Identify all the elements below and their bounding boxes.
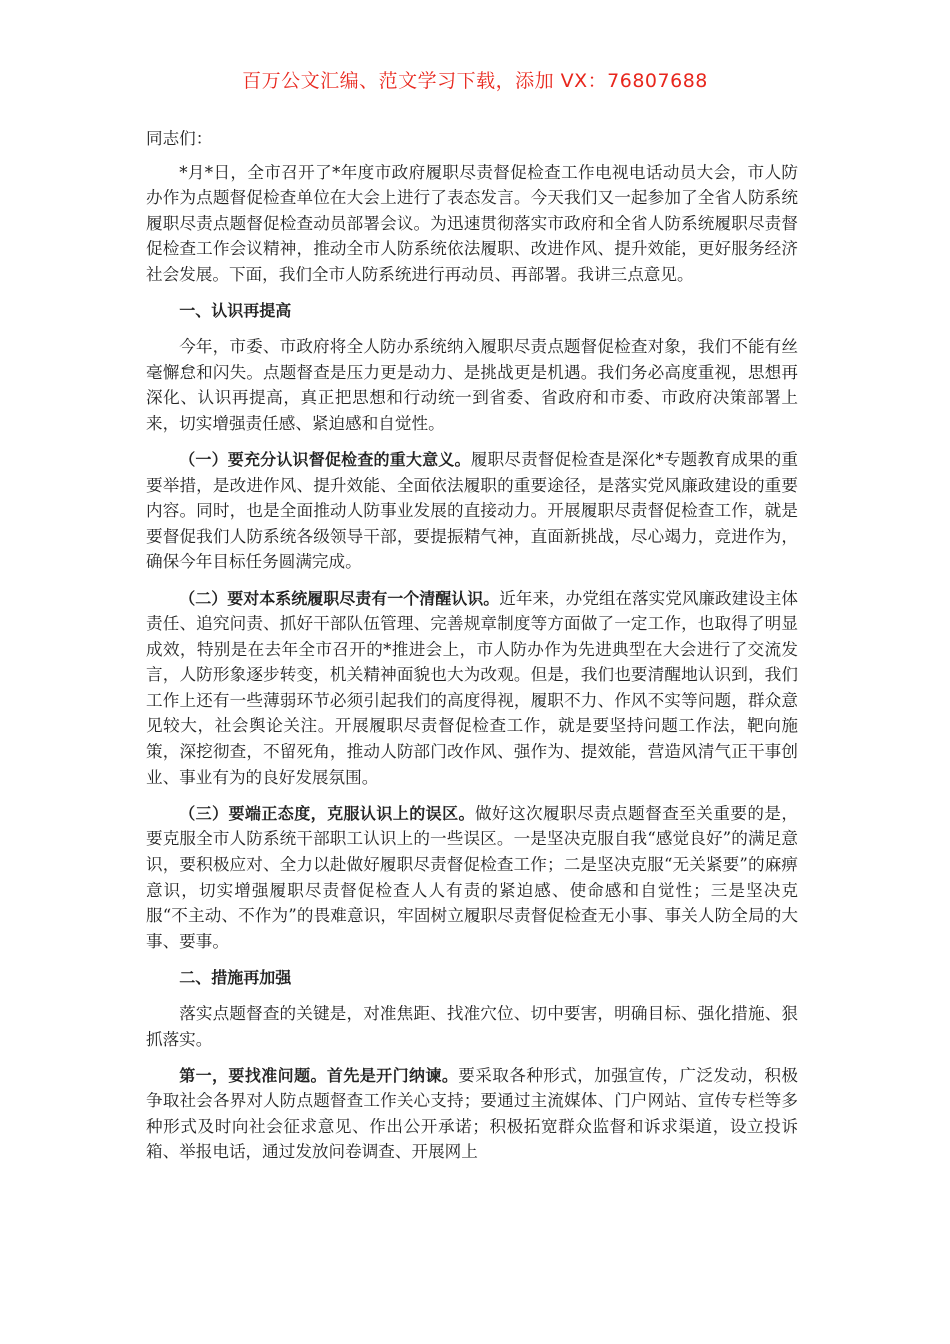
item-body: 做好这次履职尽责点题督查至关重要的是，要克服全市人防系统干部职工认识上的一些误区。一是坚决克服自我“感觉良好”的满足意识，要积极应对、全力以赴做好履职尽责督促检查工作；二是坚决克服“无关紧要”的麻痹意识，切实增强履职尽责督促检查人人有责的紧迫感、使命感和自觉性；三是坚决克服“不主动、不作为”的畏难意识，牢固树立履职尽责督促检查无小事、事关人防全局的大事、要事。	[146, 803, 798, 951]
intro-paragraph: *月*日，全市召开了*年度市政府履职尽责督促检查工作电视电话动员大会，市人防办作为点题督促检查单位在大会上进行了表态发言。今天我们又一起参加了全省人防系统履职尽责点题督促检查动员部署会议。为迅速贯彻落实市政府和全省人防系统履职尽责督促检查工作会议精神，推动全市人防系统依法履职、改进作风、提升效能，更好服务经济社会发展。下面，我们全市人防系统进行再动员、再部署。我讲三点意见。	[146, 162, 798, 284]
item-body: 要采取各种形式，加强宣传，广泛发动，积极争取社会各界对人防点题督查工作关心支持；要通过主流媒体、门户网站、宣传专栏等多种形式及时向社会征求意见、作出公开承诺；积极拓宽群众监督和诉求渠道，设立投诉箱、举报电话，通过发放问卷调查、开展网上	[146, 1065, 798, 1162]
salutation: 同志们：	[146, 129, 213, 148]
item-lead: 第一，要找准问题。首先是开门纳谏。	[179, 1065, 459, 1085]
document-body	[146, 126, 798, 1175]
section-heading	[146, 298, 798, 324]
item-body: 近年来，办党组在落实党风廉政建设主体责任、追究问责、抓好干部队伍管理、完善规章制度等方面做了一定工作，也取得了明显成效，特别是在去年全市召开的*推进会上，市人防办作为先进典型在大会进行了交流发言，人防形象逐步转变，机关精神面貌也大为改观。但是，我们也要清醒地认识到，我们工作上还有一些薄弱环节必须引起我们的高度得视，履职不力、作风不实等问题，群众意见较大，社会舆论关注。开展履职尽责督促检查工作，就是要坚持问题工作法，靶向施策，深挖彻查，不留死角，推动人防部门改作风、强作为、提效能，营造风清气正干事创业、事业有为的良好发展氛围。	[146, 588, 798, 787]
section-2-intro: 落实点题督查的关键是，对准焦距、找准穴位、切中要害，明确目标、强化措施、狠抓落实。	[146, 1003, 798, 1049]
section-1-item	[146, 447, 798, 575]
section-1-item	[146, 586, 798, 791]
section-2-heading: 二、措施再加强	[179, 967, 292, 987]
section-heading	[146, 965, 798, 991]
item-lead: （二）要对本系统履职尽责有一个清醒认识。	[179, 588, 500, 608]
item-body: 履职尽责督促检查是深化*专题教育成果的重要举措，是改进作风、提升效能、全面依法履职的重要途径，是落实党风廉政建设的重要内容。同时，也是全面推动人防事业发展的直接动力。开展履职尽责督促检查工作，就是要督促我们人防系统各级领导干部，要提振精气神，直面新挑战，尽心竭力，竞进作为，确保今年目标任务圆满完成。	[146, 450, 798, 572]
item-lead: （三）要端正态度，克服认识上的误区。	[179, 803, 475, 823]
item-lead: （一）要充分认识督促检查的重大意义。	[179, 450, 471, 470]
section-1-item	[146, 801, 798, 955]
section-1-heading: 一、认识再提高	[179, 301, 292, 321]
section-1-intro: 今年，市委、市政府将全人防办系统纳入履职尽责点题督促检查对象，我们不能有丝毫懈怠和闪失。点题督查是压力更是动力、是挑战更是机遇。我们务必高度重视，思想再深化、认识再提高，真正把思想和行动统一到省委、省政府和市委、市政府决策部署上来，切实增强责任感、紧迫感和自觉性。	[146, 337, 798, 433]
section-2-item	[146, 1063, 798, 1165]
watermark-banner: 百万公文汇编、范文学习下载，添加 VX：76807688	[242, 70, 708, 92]
